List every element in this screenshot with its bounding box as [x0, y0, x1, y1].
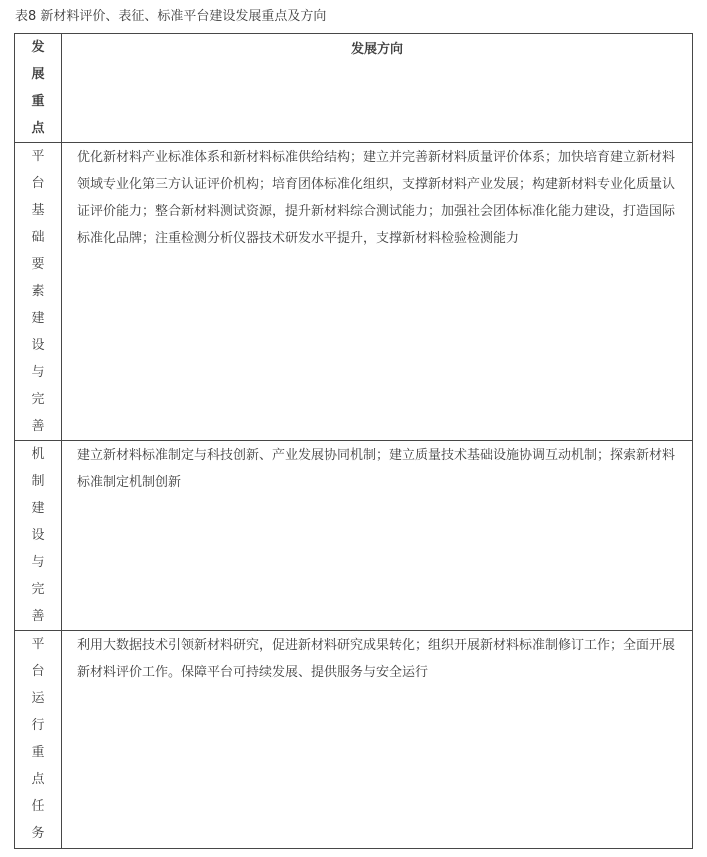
table-row — [15, 441, 693, 631]
row-direction-platform-operation-tasks: 利用大数据技术引领新材料研究，促进新材料研究成果转化；组织开展新材料标准制修订工作；全面开展新材料评价工作。保障平台可持续发展、提供服务与安全运行 — [62, 631, 693, 849]
column-header-development-focus: 发展重点 — [15, 34, 62, 143]
column-header-development-direction: 发展方向 — [62, 34, 693, 143]
development-table — [14, 33, 693, 849]
table-header-row — [15, 34, 693, 143]
table-row — [15, 143, 693, 441]
table-row — [15, 631, 693, 849]
row-direction-mechanism-building: 建立新材料标准制定与科技创新、产业发展协同机制；建立质量技术基础设施协调互动机制；探索新材料标准制定机制创新 — [62, 441, 693, 631]
row-focus-mechanism-building: 机制建设与完善 — [15, 441, 62, 631]
row-direction-platform-foundation: 优化新材料产业标准体系和新材料标准供给结构；建立并完善新材料质量评价体系；加快培育建立新材料领域专业化第三方认证评价机构；培育团体标准化组织，支撑新材料产业发展；构建新材料专业化质量认证评价能力；整合新材料测试资源，提升新材料综合测试能力；加强社会团体标准化能力建设，打造国际标准化品牌；注重检测分析仪器技术研发水平提升，支撑新材料检验检测能力 — [62, 143, 693, 441]
table-caption: 表8 新材料评价、表征、标准平台建设发展重点及方向 — [15, 9, 327, 24]
row-focus-platform-foundation: 平台基础要素建设与完善 — [15, 143, 62, 441]
row-focus-platform-operation-tasks: 平台运行重点任务 — [15, 631, 62, 849]
